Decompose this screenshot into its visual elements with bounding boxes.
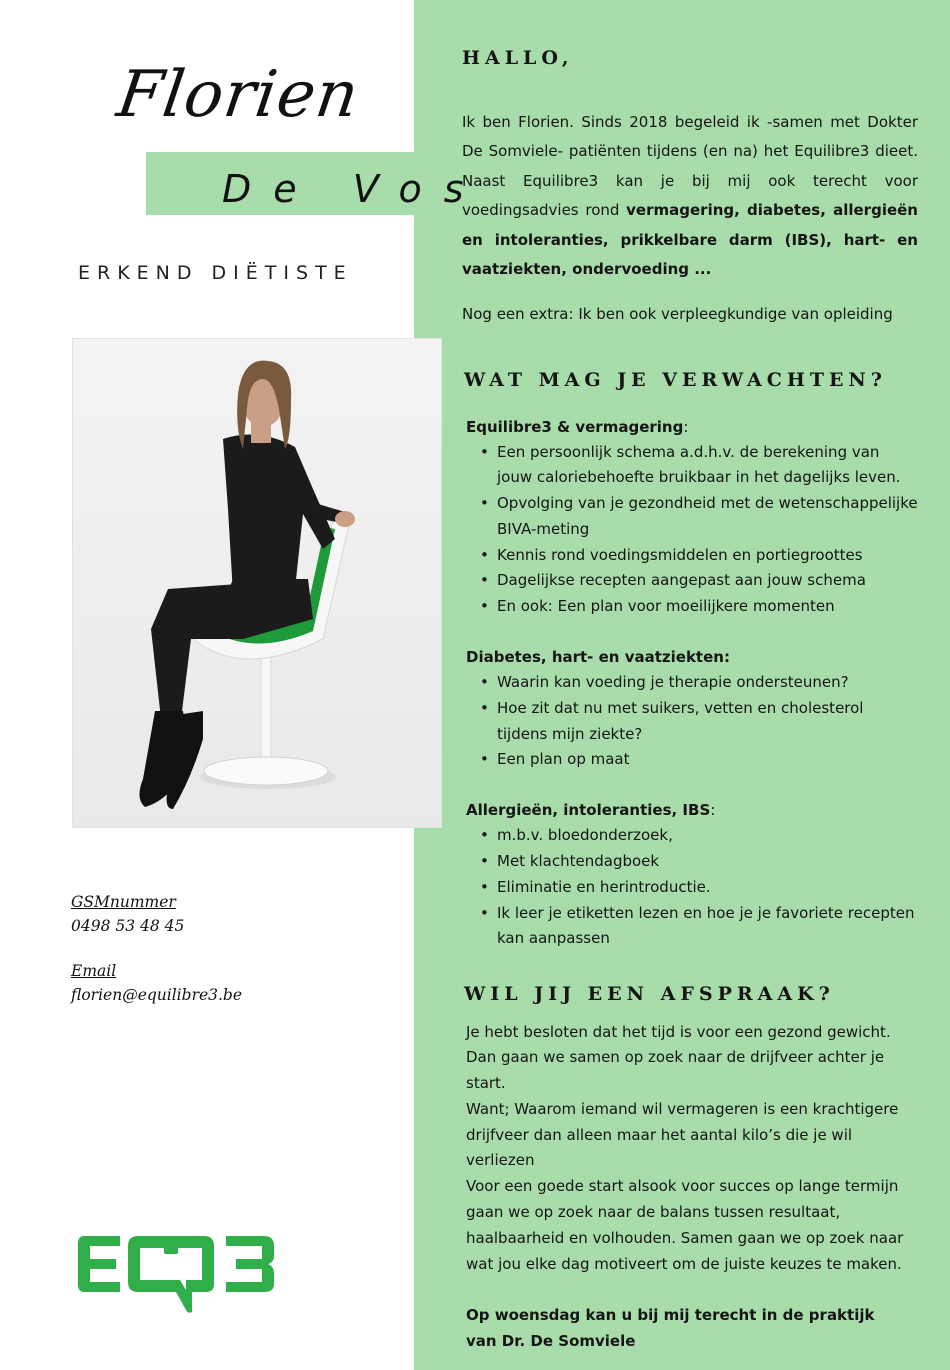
intro-section: [462, 44, 918, 329]
appointment-line: Voor een goede start alsook voor succes op lange termijn gaan we op zoek naar de balans tussen resultaat, haalbaarheid en volhouden. Samen gaan we op zoek naar wat jou elke dag motiveert om de juiste keuzes te maken.: [466, 1177, 904, 1273]
list-item: • En ook: Een plan voor moeilijkere momenten: [480, 594, 918, 620]
intro-text: Ik ben Florien. Sinds 2018 begeleid ik -samen met Dokter De Somviele- patiënten tijdens (en na) het Equilibre3 dieet. Naast Equilibre3 kan je bij mij ook terecht voor voedingsadvies rond: [462, 112, 918, 219]
section-title: Equilibre3 & vermagering:: [466, 417, 689, 436]
phone-block: [71, 893, 184, 935]
portrait-photo: [72, 338, 442, 828]
list-item: • Met klachtendagboek: [480, 849, 918, 875]
eq3-logo-icon: [76, 1228, 276, 1318]
job-title: ERKEND DIËTISTE: [78, 262, 353, 284]
section-title: Allergieën, intoleranties, IBS:: [466, 801, 716, 820]
appointment-closing: Op woensdag kan u bij mij terecht in de praktijk van Dr. De Somviele: [466, 1306, 875, 1351]
first-name: Florien: [112, 58, 364, 132]
expect-diabetes-block: [466, 645, 918, 773]
list-item: • Dagelijkse recepten aangepast aan jouw schema: [480, 568, 918, 594]
person-in-chair-illustration: [73, 339, 442, 828]
list-item: • Kennis rond voedingsmiddelen en portiegroottes: [480, 543, 918, 569]
list-item: • Een plan op maat: [480, 747, 918, 773]
expect-section: [462, 366, 918, 952]
email-block: [71, 962, 242, 1004]
expect-weight-block: [466, 415, 918, 621]
email-address[interactable]: florien@equilibre3.be: [71, 986, 243, 1004]
expect-heading: WAT MAG JE VERWACHTEN?: [464, 369, 887, 391]
list-item: • Opvolging van je gezondheid met de wetenschappelijke BIVA-meting: [480, 491, 918, 543]
list-item: • Hoe zit dat nu met suikers, vetten en cholesterol tijdens mijn ziekte?: [480, 696, 918, 748]
eq3-logo: [76, 1228, 276, 1318]
last-name: De Vos: [222, 167, 486, 211]
appointment-line: Je hebt besloten dat het tijd is voor een gezond gewicht. Dan gaan we samen op zoek naar de drijfveer achter je start.: [466, 1022, 891, 1093]
intro-heading: HALLO,: [462, 47, 574, 69]
intro-topics: vermagering, diabetes, allergieën en intoleranties, prikkelbare darm (IBS), hart- en vaatziekten, ondervoeding ...: [462, 201, 918, 278]
list-item: • Een persoonlijk schema a.d.h.v. de berekening van jouw caloriebehoefte bruikbaar in het dagelijks leven.: [480, 440, 918, 492]
phone-label: GSMnummer: [71, 893, 176, 911]
appointment-body: [466, 1020, 906, 1356]
intro-paragraph: [462, 108, 918, 285]
list-item: • Ik leer je etiketten lezen en hoe je je favoriete recepten kan aanpassen: [480, 901, 918, 953]
list-item: • m.b.v. bloedonderzoek,: [480, 823, 918, 849]
section-title: Diabetes, hart- en vaatziekten:: [466, 648, 730, 667]
list-item: • Waarin kan voeding je therapie ondersteunen?: [480, 670, 918, 696]
appointment-heading: WIL JIJ EEN AFSPRAAK?: [464, 983, 835, 1005]
intro-extra: Nog een extra: Ik ben ook verpleegkundige van opleiding: [462, 304, 893, 323]
phone-number[interactable]: 0498 53 48 45: [71, 917, 185, 935]
expect-allergy-block: [466, 798, 918, 952]
appointment-line: Want; Waarom iemand wil vermageren is een krachtigere drijfveer dan alleen maar het aantal kilo’s die je wil verliezen: [466, 1099, 899, 1170]
email-label: Email: [71, 962, 117, 980]
list-item: • Eliminatie en herintroductie.: [480, 875, 918, 901]
appointment-section: [462, 980, 918, 1355]
